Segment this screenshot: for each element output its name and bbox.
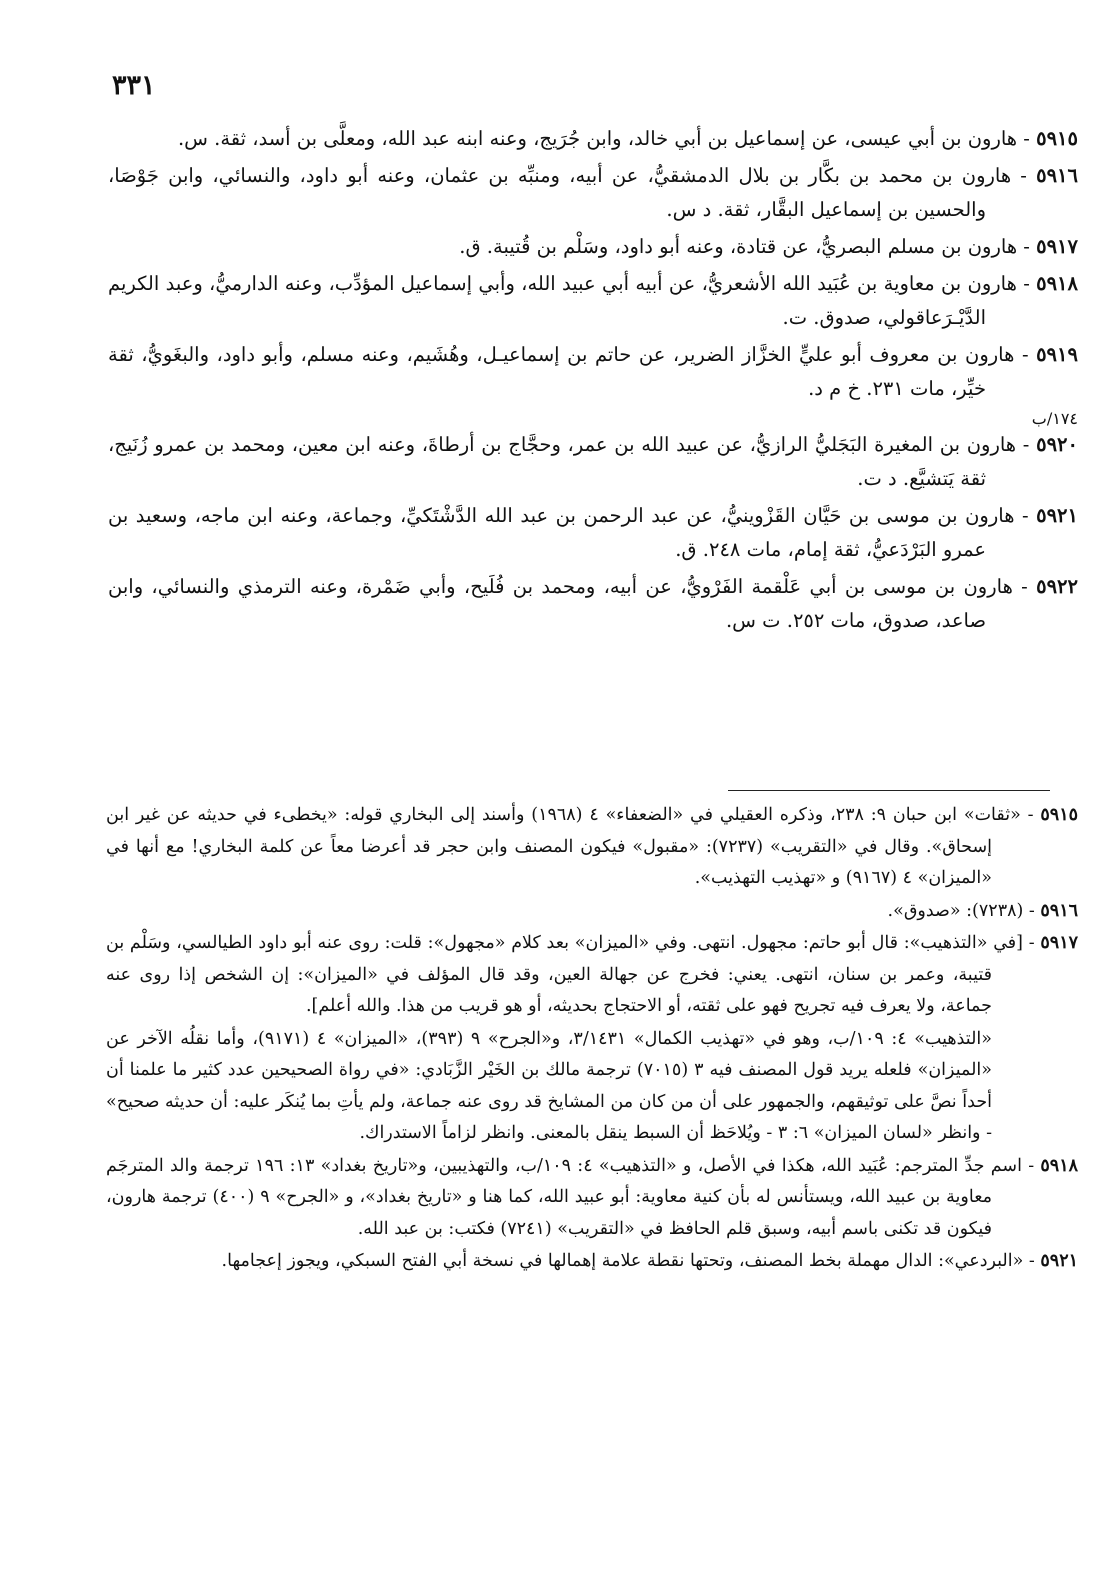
entry [108,338,1078,406]
footnote-number: ٥٩١٦ [1040,900,1078,921]
entry-number: ٥٩٢٠ [1036,433,1078,456]
footnote [106,1151,1078,1246]
footnote-text: «التذهيب» ٤: ١٠٩/ب، وهو في «تهذيب الكمال» ٣/١٤٣١، و«الجرح» ٩ (٣٩٣)، «الميزان» ٤ (٩١٧١)، وأما نقلُه الآخر عن «الميزان» فلعله يريد قول المصنف فيه ٣ (٧٠١٥) ترجمة مالك بن الخَيْر الزَّبَادي: «في رواة الصحيحين عدد كثير ما علمنا أن أحداً نصَّ على توثيقهم، والجمهور على أن من كان من المشايخ قد روى عنه جماعة، ولم يأتِ بما يُنكَر عليه: أن حديثه صحيح» - وانظر «لسان الميزان» ٦: ٣ - ويُلاحَظ أن السبط ينقل بالمعنى. وانظر لزاماً الاستدراك. [106,1028,992,1143]
entry [108,570,1078,638]
entry [108,267,1078,335]
entry-text: - هارون بن موسى بن أبي عَلْقمة الفَرْويُّ، عن أبيه، ومحمد بن فُلَيح، وأبي ضَمْرة، وعنه الترمذي والنسائي، وابن صاعد، صدوق، مات ٢٥٢. ت س. [108,575,1028,632]
footnotes [106,800,1078,1279]
entry-number: ٥٩١٦ [1036,164,1078,187]
page-number: ٣٣١ [112,70,156,101]
entry-number: ٥٩١٩ [1036,343,1078,366]
entry-number: ٥٩١٨ [1036,272,1078,295]
entry-number: ٥٩٢١ [1036,504,1078,527]
footnote-text: - (٧٢٣٨): «صدوق». [887,900,1035,921]
footnote [106,800,1078,895]
footnote-continuation [106,1024,1078,1150]
entry-number: ٥٩١٧ [1036,235,1078,258]
footnote-text: - «ثقات» ابن حبان ٩: ٢٣٨، وذكره العقيلي في «الضعفاء» ٤ (١٩٦٨) وأسند إلى البخاري قوله: «يخطىء في حديثه عن غير ابن إسحاق». وقال في «التقريب» (٧٢٣٧): «مقبول» فيكون المصنف وابن حجر قد أعرضا معاً عن كلمة البخاري! مع أنها في «الميزان» ٤ (٩١٦٧) و «تهذيب التهذيب». [106,805,1034,888]
footnote-number: ٥٩١٥ [1040,805,1078,825]
footnote-number: ٥٩١٨ [1040,1155,1078,1176]
entry [108,159,1078,227]
footnote-text: - [في «التذهيب»: قال أبو حاتم: مجهول. انتهى. وفي «الميزان» بعد كلام «مجهول»: قلت: روى عنه أبو داود الطيالسي، وسَلْم بن قتيبة، وعمر بن سنان، انتهى. يعني: فخرج عن جهالة العين، وقد قال المؤلف في «الميزان»: إن الشخص إذا روى عنه جماعة، ولا يعرف فيه تجريح فهو على ثقته، أو الاحتجاج بحديثه، أو هو قريب من هذا. والله أعلم]. [106,933,1035,1016]
entry-text: - هارون بن المغيرة البَجَليُّ الرازيُّ، عن عبيد الله بن عمر، وحجَّاج بن أرطاةَ، وعنه ابن معين، ومحمد بن عمرو زُنَيج، ثقة يَتشيَّع. د ت. [108,433,1030,490]
footnote [106,928,1078,1023]
entry-text: - هارون بن محمد بن بكَّار بن بلال الدمشقيُّ، عن أبيه، ومنبِّه بن عثمان، وعنه أبو داود، والنسائي، وابن جَوْصَا، والحسين بن إسماعيل البقَّار، ثقة. د س. [108,164,1027,221]
footnote [106,1246,1078,1278]
entry-text: - هارون بن مسلم البصريُّ، عن قتادة، وعنه أبو داود، وسَلْم بن قُتيبة. ق. [459,235,1030,258]
entry-text: - هارون بن موسى بن حَيَّان القَزْوينيُّ، عن عبد الرحمن بن عبد الله الدَّشْتَكيِّ، وجماعة، وعنه ابن ماجه، وسعيد بن عمرو البَرْدَعيُّ، ثقة إمام، مات ٢٤٨. ق. [108,504,1029,561]
footnote [106,896,1078,928]
footnote-text: - اسم جدِّ المترجم: عُبَيد الله، هكذا في الأصل، و «التذهيب» ٤: ١٠٩/ب، والتهذيبين، و«تاريخ بغداد» ١٣: ١٩٦ ترجمة والد المترجَم معاوية بن عبيد الله، ويستأنس له بأن كنية معاوية: أبو عبيد الله، كما هنا و «تاريخ بغداد»، و «الجرح» ٩ (٤٠٠) ترجمة هارون، فيكون قد تكنى باسم أبيه، وسبق قلم الحافظ في «التقريب» (٧٢٤١) فكتب: بن عبد الله. [106,1155,1035,1239]
footnote-number: ٥٩٢١ [1040,1251,1078,1271]
footnote-divider [728,790,1050,791]
entry [108,499,1078,567]
footnote-text: - «البردعي»: الدال مهملة بخط المصنف، وتحتها نقطة علامة إهمالها في نسخة أبي الفتح السبكي، ويجوز إعجامها. [221,1251,1035,1271]
entry-number: ٥٩١٥ [1036,127,1078,150]
entry [108,122,1078,156]
entry [108,230,1078,264]
manuscript-folio-marker: ١٧٤/ب [1031,409,1078,428]
entry [108,409,1078,496]
entry-text: - هارون بن أبي عيسى، عن إسماعيل بن أبي خالد، وابن جُرَيج، وعنه ابنه عبد الله، ومعلَّى بن أسد، ثقة. س. [177,127,1030,150]
entry-number: ٥٩٢٢ [1036,575,1078,598]
biography-entries [108,122,1078,641]
entry-text: - هارون بن معاوية بن عُبَيد الله الأشعريُّ، عن أبيه أبي عبيد الله، وأبي إسماعيل المؤدِّب، وعنه الدارميُّ، وعبد الكريم الدَّيْـرَعاقولي، صدوق. ت. [108,272,1030,329]
entry-text: - هارون بن معروف أبو عليٍّ الخزَّاز الضرير، عن حاتم بن إسماعيـل، وهُشَيم، وعنه مسلم، وأبو داود، والبغَويُّ، ثقة خيِّر، مات ٢٣١. خ م د. [108,343,1029,400]
footnote-number: ٥٩١٧ [1040,933,1078,953]
